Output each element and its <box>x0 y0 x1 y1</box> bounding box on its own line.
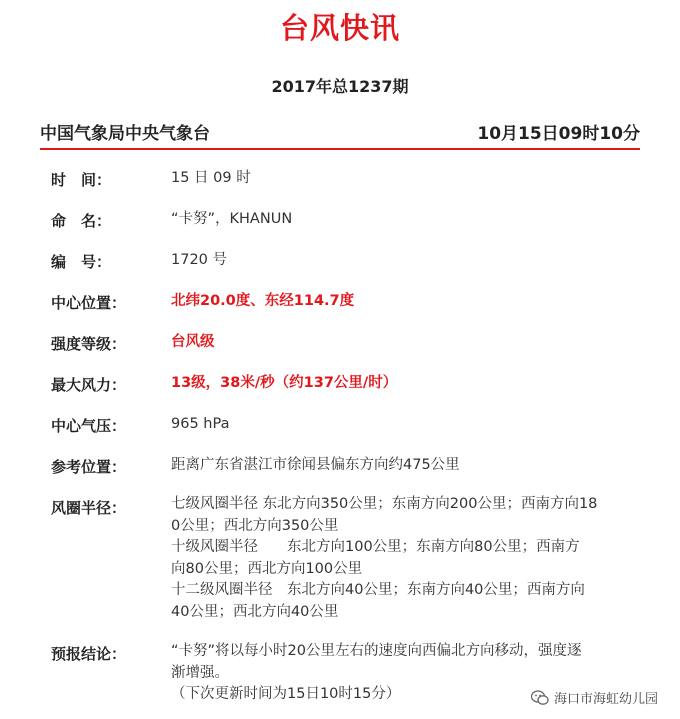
radius-label: 风圈半径： <box>51 499 127 517</box>
time-label: 时 间： <box>51 171 112 189</box>
wechat-watermark <box>531 688 658 707</box>
intensity-label: 强度等级： <box>51 335 127 353</box>
agency-name: 中国气象局中央气象台 <box>40 124 210 144</box>
name-value: “卡努”，KHANUN <box>171 211 293 227</box>
pressure-label: 中心气压： <box>51 417 127 435</box>
reference-label: 参考位置： <box>51 458 127 476</box>
radius-line: 40公里；西北方向40公里 <box>171 603 339 620</box>
time-value: 15 日 09 时 <box>171 170 251 186</box>
reference-value: 距离广东省湛江市徐闻县偏东方向约475公里 <box>171 457 460 473</box>
radius-line: 十级风圈半径 东北方向100公里；东南方向80公里；西南方 <box>171 539 580 555</box>
issue-datetime: 10月15日09时10分 <box>477 124 640 144</box>
number-value: 1720 号 <box>171 252 228 268</box>
pressure-value: 965 hPa <box>171 416 230 432</box>
forecast-line: 渐增强。 <box>171 664 229 681</box>
wind-value: 13级，38米/秒（约137公里/时） <box>171 375 398 391</box>
forecast-line: （下次更新时间为15日10时15分） <box>171 686 401 702</box>
radius-line: 七级风圈半径 东北方向350公里；东南方向200公里；西南方向18 <box>171 496 598 512</box>
radius-value <box>171 494 641 623</box>
bulletin-title: 台风快讯 <box>279 11 400 45</box>
watermark-text: 海口市海虹幼儿园 <box>553 692 658 707</box>
number-label: 编 号： <box>51 253 112 271</box>
issue-number: 2017年总1237期 <box>271 77 409 96</box>
forecast-label: 预报结论： <box>51 645 127 663</box>
center-label: 中心位置： <box>51 294 127 312</box>
center-value: 北纬20.0度、东经114.7度 <box>171 293 355 309</box>
header-divider <box>40 148 640 150</box>
wind-label: 最大风力： <box>51 376 127 394</box>
intensity-value: 台风级 <box>171 334 215 350</box>
radius-line: 向80公里；西北方向100公里 <box>171 560 363 577</box>
wechat-icon <box>531 690 549 706</box>
forecast-line: “卡努”将以每小时20公里左右的速度向西偏北方向移动，强度逐 <box>171 643 582 659</box>
name-label: 命 名： <box>51 212 112 230</box>
radius-line: 0公里；西北方向350公里 <box>171 517 339 534</box>
radius-line: 十二级风圈半径 东北方向40公里；东南方向40公里；西南方向 <box>171 582 585 598</box>
